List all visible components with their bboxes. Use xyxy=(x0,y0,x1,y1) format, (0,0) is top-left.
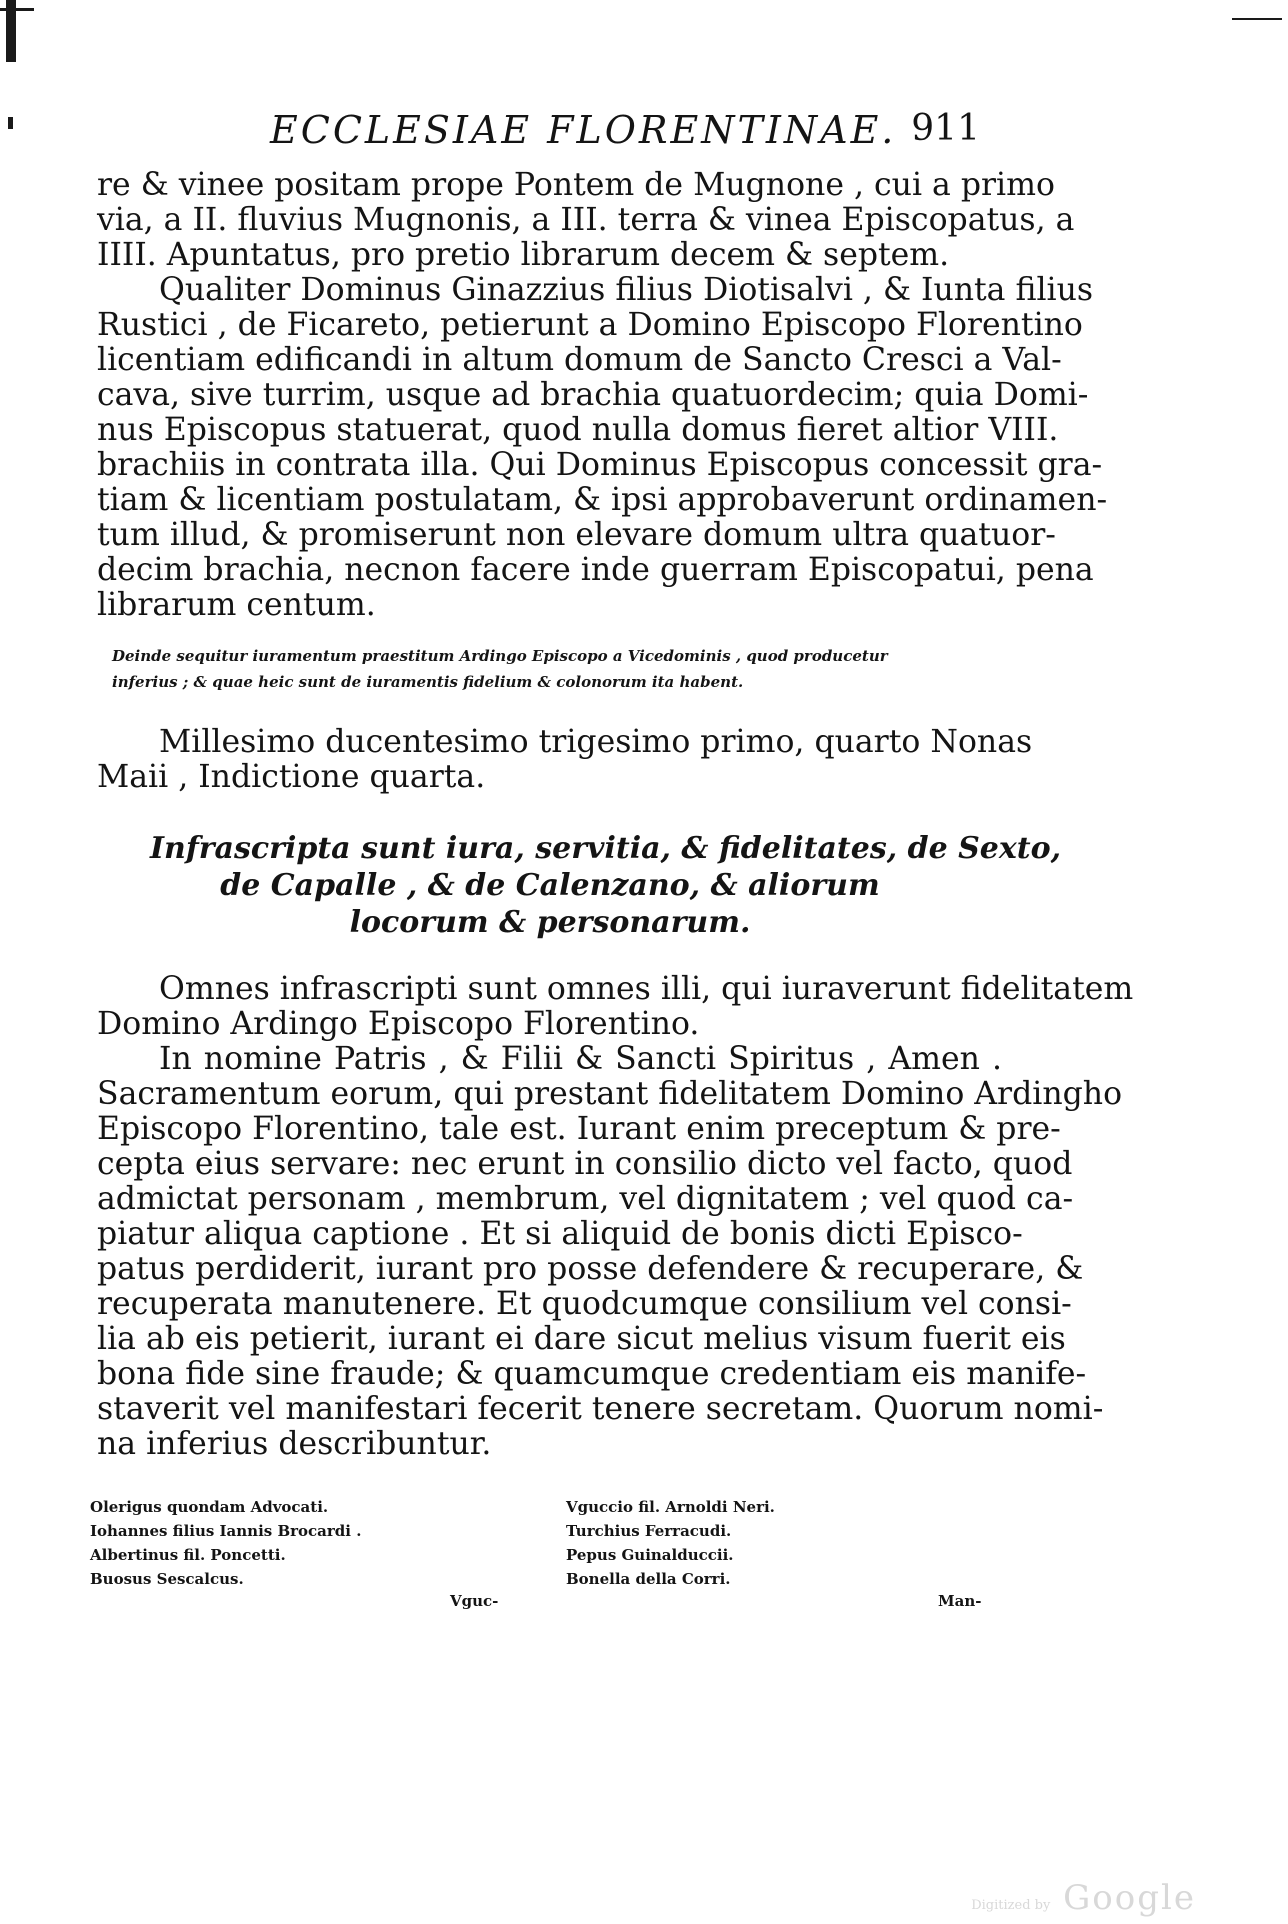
name-entry: Iohannes filius Iannis Brocardi . xyxy=(90,1522,362,1540)
watermark-prefix: Digitized by xyxy=(971,1898,1051,1913)
names-list-right xyxy=(566,1495,775,1591)
heading-line: de Capalle , & de Calenzano, & aliorum xyxy=(220,868,880,903)
text-line: brachiis in contrata illa. Qui Dominus Episcopus concessit gra- xyxy=(97,447,1103,483)
name-entry: Bonella della Corri. xyxy=(566,1570,731,1588)
text-line: recuperata manutenere. Et quodcumque consilium vel consi- xyxy=(97,1286,1072,1322)
name-entry: Turchius Ferracudi. xyxy=(566,1522,732,1540)
text-line: Maii , Indictione quarta. xyxy=(97,759,486,795)
heading-line: Infrascripta sunt iura, servitia, & fidelitates, de Sexto, xyxy=(150,831,1062,866)
paragraph-4 xyxy=(97,1041,1123,1462)
name-entry: Albertinus fil. Poncetti. xyxy=(90,1546,286,1564)
text-line: via, a II. fluvius Mugnonis, a III. terra & vinea Episcopatus, a xyxy=(97,202,1075,238)
text-line: licentiam edificandi in altum domum de Sancto Cresci a Val- xyxy=(97,342,1062,378)
text-line: bona fide sine fraude; & quamcumque credentiam eis manife- xyxy=(97,1356,1087,1392)
name-entry: Vguccio fil. Arnoldi Neri. xyxy=(566,1498,775,1516)
text-line: lia ab eis petierit, iurant ei dare sicut melius visum fuerit eis xyxy=(97,1321,1066,1357)
paragraph-3 xyxy=(97,971,1134,1042)
text-line: admictat personam , membrum, vel dignitatem ; vel quod ca- xyxy=(97,1181,1074,1217)
running-title: ECCLESIAE FLORENTINAE. xyxy=(270,108,897,152)
text-line: patus perdiderit, iurant pro posse defendere & recuperare, & xyxy=(97,1251,1084,1287)
text-line: re & vinee positam prope Pontem de Mugnone , cui a primo xyxy=(97,167,1055,203)
text-line: piatur aliqua captione . Et si aliquid de bonis dicti Episco- xyxy=(97,1216,1023,1252)
text-line: staverit vel manifestari fecerit tenere secretam. Quorum nomi- xyxy=(97,1391,1104,1427)
paragraph-1 xyxy=(97,167,1075,273)
scan-edge-mark xyxy=(1232,18,1282,20)
text-line: cepta eius servare: nec erunt in consilio dicto vel facto, quod xyxy=(97,1146,1073,1182)
note-line: Deinde sequitur iuramentum praestitum Ardingo Episcopo a Vicedominis , quod producetur xyxy=(112,647,888,665)
text-line: librarum centum. xyxy=(97,587,376,623)
text-line: nus Episcopus statuerat, quod nulla domus fieret altior VIII. xyxy=(97,412,1059,448)
catchword-left: Vguc- xyxy=(450,1592,499,1610)
text-line: decim brachia, necnon facere inde guerram Episcopatui, pena xyxy=(97,552,1094,588)
watermark-brand: Google xyxy=(1063,1878,1196,1918)
text-line: cava, sive turrim, usque ad brachia quatuordecim; quia Domi- xyxy=(97,377,1089,413)
section-heading xyxy=(150,830,1062,941)
editorial-note xyxy=(112,643,1002,695)
text-line: Domino Ardingo Episcopo Florentino. xyxy=(97,1006,700,1042)
date-paragraph xyxy=(97,724,1033,795)
digitization-watermark xyxy=(971,1878,1196,1918)
name-entry: Olerigus quondam Advocati. xyxy=(90,1498,329,1516)
text-line: IIII. Apuntatus, pro pretio librarum decem & septem. xyxy=(97,237,950,273)
paragraph-2 xyxy=(97,272,1108,623)
text-line: Qualiter Dominus Ginazzius filius Diotisalvi , & Iunta filius xyxy=(159,272,1094,308)
scan-edge-mark xyxy=(8,117,13,129)
text-line: tiam & licentiam postulatam, & ipsi approbaverunt ordinamen- xyxy=(97,482,1108,518)
text-line: tum illud, & promiserunt non elevare domum ultra quatuor- xyxy=(97,517,1056,553)
text-line: Millesimo ducentesimo trigesimo primo, quarto Nonas xyxy=(159,724,1033,760)
name-entry: Pepus Guinalduccii. xyxy=(566,1546,734,1564)
note-line: inferius ; & quae heic sunt de iuramentis fidelium & colonorum ita habent. xyxy=(112,673,744,691)
names-list-left xyxy=(90,1495,361,1591)
text-line: Episcopo Florentino, tale est. Iurant enim preceptum & pre- xyxy=(97,1111,1061,1147)
page-number: 911 xyxy=(911,108,980,149)
catchword-right: Man- xyxy=(938,1592,982,1610)
text-line: In nomine Patris , & Filii & Sancti Spiritus , Amen . xyxy=(159,1041,1002,1077)
text-line: Rustici , de Ficareto, petierunt a Domino Episcopo Florentino xyxy=(97,307,1083,343)
text-line: Omnes infrascripti sunt omnes illi, qui iuraverunt fidelitatem xyxy=(159,971,1134,1007)
name-entry: Buosus Sescalcus. xyxy=(90,1570,244,1588)
text-line: Sacramentum eorum, qui prestant fidelitatem Domino Ardingho xyxy=(97,1076,1123,1112)
heading-line: locorum & personarum. xyxy=(349,905,751,940)
scan-edge-mark xyxy=(0,8,34,11)
text-line: na inferius describuntur. xyxy=(97,1426,492,1462)
page-header xyxy=(100,108,1000,158)
